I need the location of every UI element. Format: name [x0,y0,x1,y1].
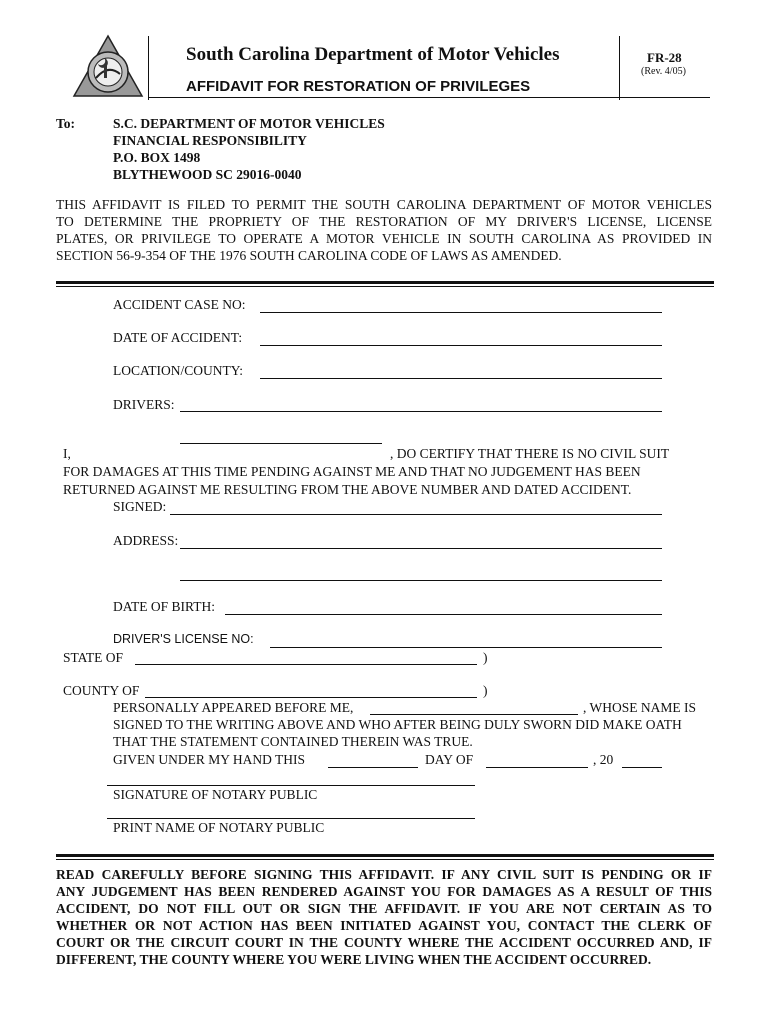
warning-line: ANY JUDGEMENT HAS BEEN RENDERED AGAINST YOU FOR DAMAGES AS A RESULT OF THIS [56,884,712,899]
state-of-input[interactable] [135,664,477,665]
header-underline [148,97,710,98]
notary-signature-label: SIGNATURE OF NOTARY PUBLIC [113,787,318,802]
warning-line: ACCIDENT, DO NOT FILL OUT OR SIGN THE AFFIDAVIT. IF YOU ARE NOT CERTAIN AS TO [56,901,712,916]
date-of-accident-input[interactable] [260,345,662,346]
certify-line3: RETURNED AGAINST ME RESULTING FROM THE ABOVE NUMBER AND DATED ACCIDENT. [63,482,632,497]
location-county-input[interactable] [260,378,662,379]
address-label: ADDRESS: [113,533,179,548]
agency-title: South Carolina Department of Motor Vehicles [186,44,560,65]
county-of-label: COUNTY OF [63,683,140,698]
drivers-input[interactable] [180,411,662,412]
to-address [113,115,385,183]
location-county-label: LOCATION/COUNTY: [113,363,244,378]
whose-name: , WHOSE NAME IS [583,700,697,715]
certify-name-input[interactable] [180,443,382,444]
header-divider-right [619,36,620,100]
to-line: S.C. DEPARTMENT OF MOTOR VEHICLES [113,116,385,131]
state-of-label: STATE OF [63,650,124,665]
certify-line2: FOR DAMAGES AT THIS TIME PENDING AGAINST ME AND THAT NO JUDGEMENT HAS BEEN [63,464,641,479]
warning-paragraph [56,866,712,968]
warning-line: DIFFERENT, THE COUNTY WHERE YOU WERE LIVING WHEN THE ACCIDENT OCCURRED. [56,952,652,967]
day-of-label: DAY OF [425,752,474,767]
address-input-2[interactable] [180,580,662,581]
form-number: FR-28 [647,50,682,65]
header-divider-left [148,36,149,100]
warning-rule [56,854,714,857]
notary-print-name-label: PRINT NAME OF NOTARY PUBLIC [113,820,325,835]
given-month-input[interactable] [486,767,588,768]
section-rule-thin [56,286,714,287]
date-of-birth-label: DATE OF BIRTH: [113,599,215,614]
signed-label: SIGNED: [113,499,167,514]
warning-line: WHETHER OR NOT ACTION HAS BEEN INITIATED AGAINST YOU, CONTACT THE CLERK OF [56,918,712,933]
to-line: P.O. BOX 1498 [113,150,201,165]
section-rule [56,281,714,284]
intro-line: SECTION 56-9-354 OF THE 1976 SOUTH CAROLINA CODE OF LAWS AS AMENDED. [56,248,562,263]
drivers-label: DRIVERS: [113,397,175,412]
county-of-input[interactable] [145,697,477,698]
date-of-birth-input[interactable] [225,614,662,615]
accident-case-label: ACCIDENT CASE NO: [113,297,246,312]
date-of-accident-label: DATE OF ACCIDENT: [113,330,243,345]
intro-line: TO DETERMINE THE PROPRIETY OF THE RESTORATION OF MY DRIVER'S LICENSE, LICENSE [56,214,712,229]
to-label: To: [56,116,76,131]
scdmv-logo [72,34,144,98]
certify-line1: , DO CERTIFY THAT THERE IS NO CIVIL SUIT [390,446,670,461]
intro-paragraph [56,196,712,264]
certify-i-label: I, [63,446,71,461]
given-year-input[interactable] [622,767,662,768]
form-title: AFFIDAVIT FOR RESTORATION OF PRIVILEGES [186,78,531,95]
personally-appeared: PERSONALLY APPEARED BEFORE ME, [113,700,354,715]
state-paren: ) [483,650,488,665]
intro-line: PLATES, OR PRIVILEGE TO OPERATE A MOTOR VEHICLE IN SOUTH CAROLINA AS PROVIDED IN [56,231,712,246]
warning-rule-thin [56,859,714,860]
given-day-input[interactable] [328,767,418,768]
warning-line: READ CAREFULLY BEFORE SIGNING THIS AFFIDAVIT. IF ANY CIVIL SUIT IS PENDING OR IF [56,867,712,882]
accident-case-input[interactable] [260,312,662,313]
given-under-hand: GIVEN UNDER MY HAND THIS [113,752,305,767]
address-input[interactable] [180,548,662,549]
appeared-name-input[interactable] [370,714,578,715]
drivers-license-input[interactable] [270,647,662,648]
signed-input[interactable] [170,514,662,515]
to-line: BLYTHEWOOD SC 29016-0040 [113,167,302,182]
signed-writing: SIGNED TO THE WRITING ABOVE AND WHO AFTER BEING DULY SWORN DID MAKE OATH [113,717,682,732]
year-prefix: , 20 [593,752,614,767]
drivers-license-label: DRIVER'S LICENSE NO: [113,632,254,646]
county-paren: ) [483,683,488,698]
revision: (Rev. 4/05) [641,66,686,77]
intro-line: THIS AFFIDAVIT IS FILED TO PERMIT THE SOUTH CAROLINA DEPARTMENT OF MOTOR VEHICLES [56,197,712,212]
warning-line: COURT OR THE CIRCUIT COURT IN THE COUNTY WHERE THE ACCIDENT OCCURRED AND, IF [56,935,712,950]
statement-true: THAT THE STATEMENT CONTAINED THEREIN WAS TRUE. [113,734,473,749]
to-line: FINANCIAL RESPONSIBILITY [113,133,307,148]
